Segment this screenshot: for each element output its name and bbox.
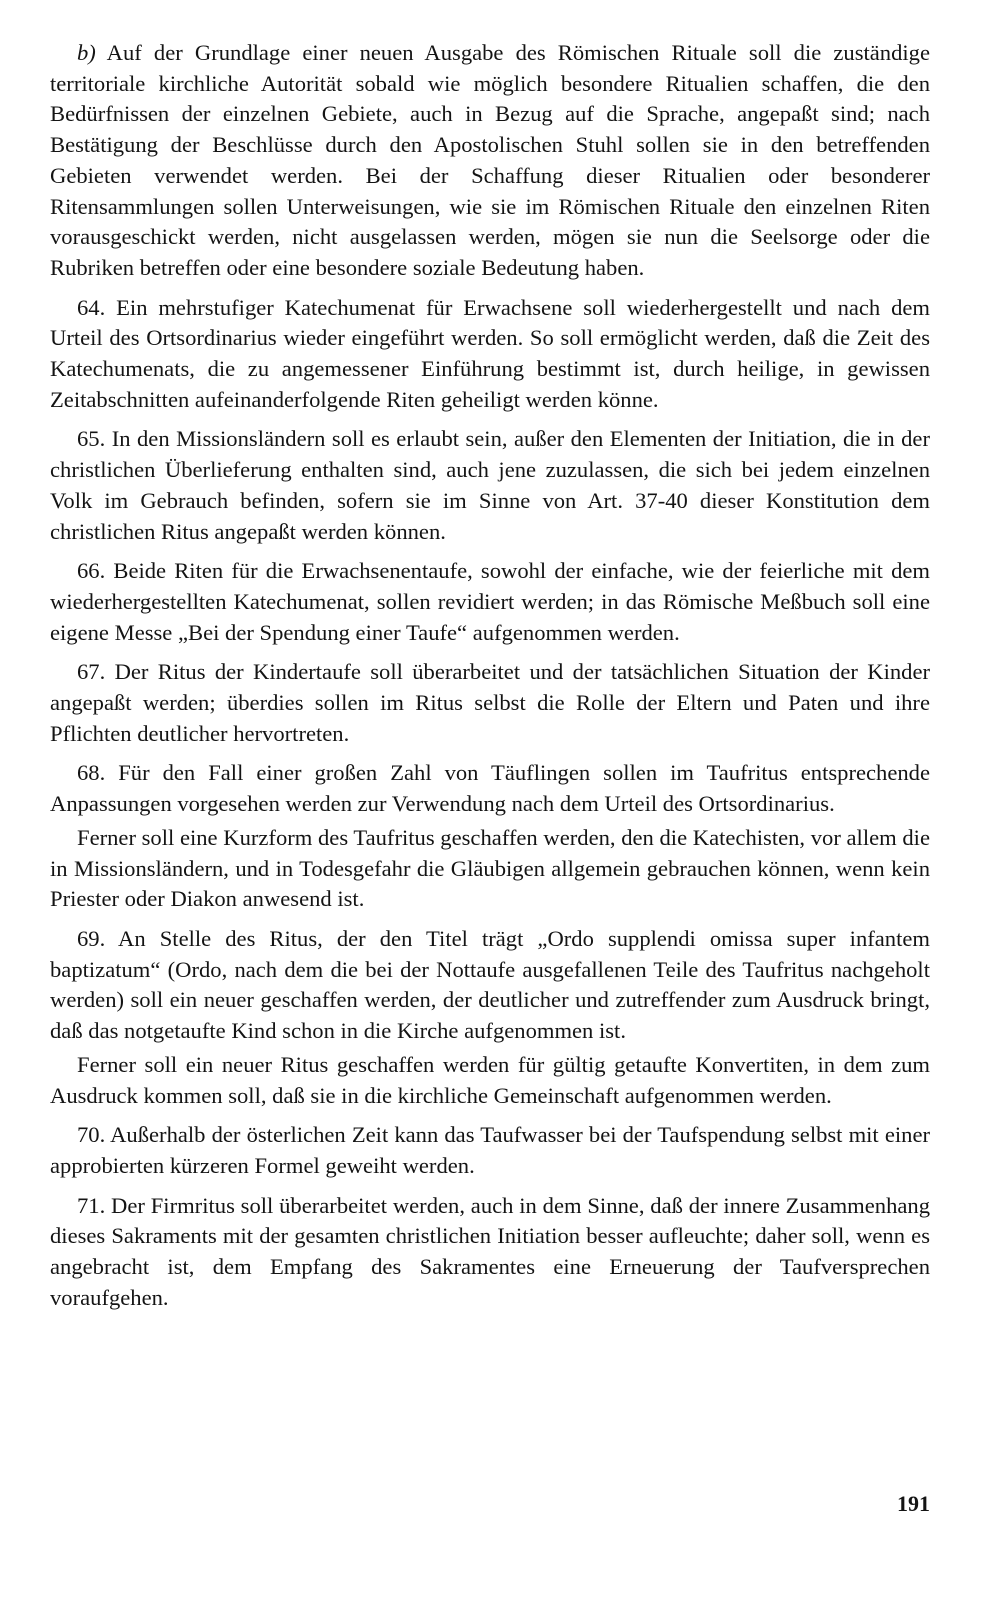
page-number: 191 xyxy=(897,1491,930,1516)
paragraph-69: 69. An Stelle des Ritus, der den Titel trägt „Ordo supplendi omissa super infantem baptizatum“ (Ordo, nach dem die bei der Nottaufe ausgefallenen Teile des Taufritus nachgeholt werden) soll ein neuer geschaffen werden, der deutlicher und zutreffender zum Ausdruck bringt, daß das notgetaufte Kind schon in die Kirche aufgenommen ist. xyxy=(50,925,930,1044)
paragraph-70: 70. Außerhalb der österlichen Zeit kann das Taufwasser bei der Taufspendung selbst mit einer approbierten kürzeren Formel geweiht werden. xyxy=(50,1122,930,1178)
paragraph-66: 66. Beide Riten für die Erwachsenentaufe, sowohl der einfache, wie der feierliche mit dem wiederhergestellten Katechumenat, sollen revidiert werden; in das Römische Meßbuch soll eine eigene Messe „Bei der Spendung einer Taufe“ aufgenommen werden. xyxy=(50,558,930,645)
paragraph-64: 64. Ein mehrstufiger Katechumenat für Erwachsene soll wiederhergestellt und nach dem Urteil des Ortsordinarius wieder eingeführt werden. So soll ermöglicht werden, daß die Zeit des Katechumenats, die zu angemessener Einführung bestimmt ist, durch heilige, in gewissen Zeitabschnitten aufeinanderfolgende Riten geheiligt werden könne. xyxy=(50,294,930,412)
paragraph-67: 67. Der Ritus der Kindertaufe soll überarbeitet und der tatsächlichen Situation der Kinder angepaßt werden; überdies sollen im Ritus selbst die Rolle der Eltern und Paten und ihre Pflichten deutlicher hervortreten. xyxy=(50,659,930,746)
paragraph-text: Auf der Grundlage einer neuen Ausgabe des Römischen Rituale soll die zuständige territoriale kirchliche Autorität sobald wie möglich besondere Ritualien schaffen, die den Bedürfnissen der einzelnen Gebiete, auch in Bezug auf die Sprache, angepaßt sind; nach Bestätigung der Beschlüsse durch den Apostolischen Stuhl sollen sie in den betreffenden Gebieten verwendet werden. Bei der Schaffung dieser Ritualien oder besonderer Ritensammlungen sollen Unterweisungen, wie sie im Römischen Rituale den einzelnen Riten vorausgeschickt werden, nicht ausgelassen werden, mögen sie nun die Seelsorge oder die Rubriken betreffen oder eine besondere soziale Bedeutung haben. xyxy=(50,40,930,280)
document-page xyxy=(50,38,930,1322)
paragraph-b xyxy=(50,38,930,284)
paragraph-65: 65. In den Missionsländern soll es erlaubt sein, außer den Elementen der Initiation, die in der christlichen Überlieferung enthalten sind, auch jene zuzulassen, die sich bei jedem einzelnen Volk im Gebrauch befinden, sofern sie im Sinne von Art. 37-40 dieser Konstitution dem christlichen Ritus angepaßt werden können. xyxy=(50,426,930,544)
paragraph-71: 71. Der Firmritus soll überarbeitet werden, auch in dem Sinne, daß der innere Zusammenhang dieses Sakraments mit der gesamten christlichen Initiation besser aufleuchte; daher soll, wenn es angebracht ist, dem Empfang des Sakramentes eine Erneuerung der Taufversprechen voraufgehen. xyxy=(50,1192,930,1310)
paragraph-68-continued: Ferner soll eine Kurzform des Taufritus geschaffen werden, den die Katechisten, vor allem die in Missionsländern, und in Todesgefahr die Gläubigen allgemein gebrauchen können, wenn kein Priester oder Diakon anwesend ist. xyxy=(50,824,930,912)
paragraph-lead: b) xyxy=(77,40,96,65)
paragraph-68: 68. Für den Fall einer großen Zahl von Täuflingen sollen im Taufritus entsprechende Anpassungen vorgesehen werden zur Verwendung nach dem Urteil des Ortsordinarius. xyxy=(50,760,930,817)
paragraph-69-continued: Ferner soll ein neuer Ritus geschaffen werden für gültig getaufte Konvertiten, in dem zum Ausdruck kommen soll, daß sie in die kirchliche Gemeinschaft aufgenommen werden. xyxy=(50,1051,930,1108)
